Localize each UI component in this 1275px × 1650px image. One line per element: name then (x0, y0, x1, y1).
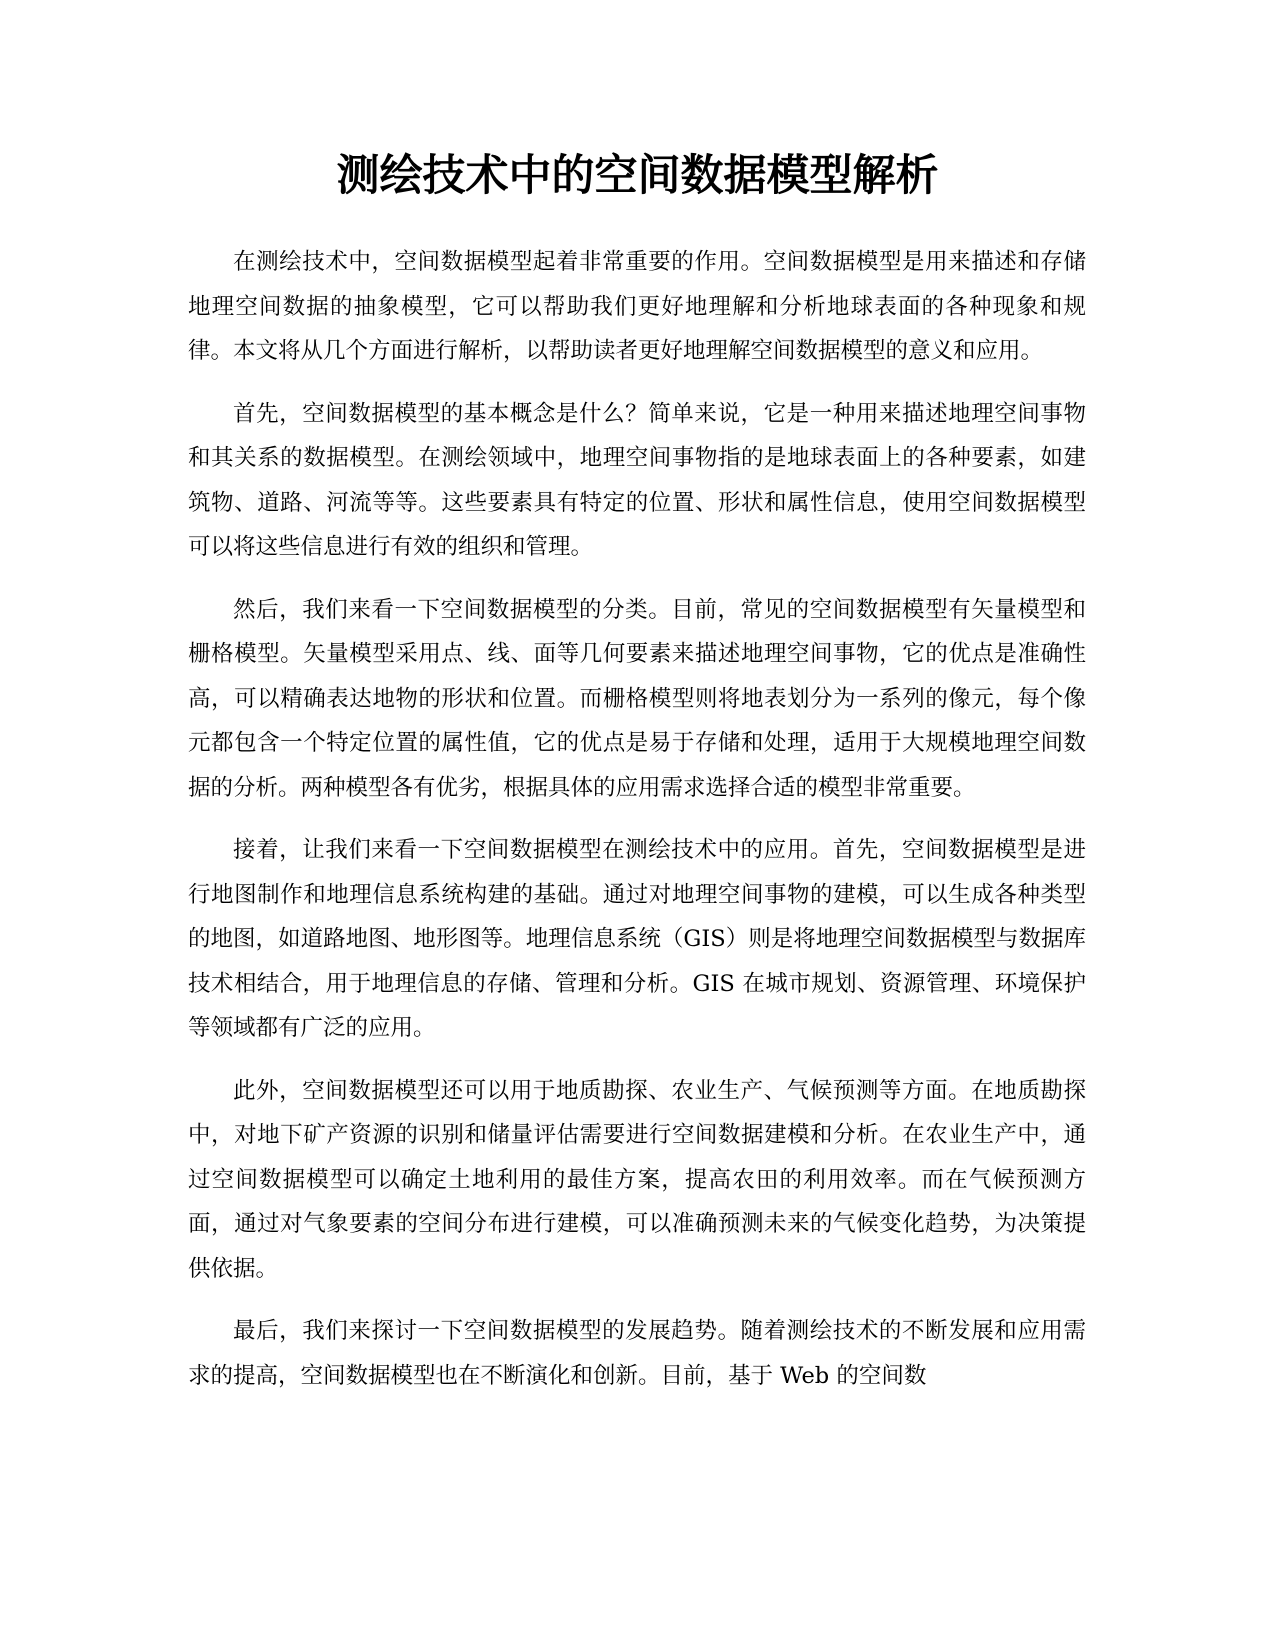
paragraph-application: 接着，让我们来看一下空间数据模型在测绘技术中的应用。首先，空间数据模型是进行地图制作和地理信息系统构建的基础。通过对地理空间事物的建模，可以生成各种类型的地图，如道路地图、地形图等。地理信息系统（GIS）则是将地理空间数据模型与数据库技术相结合，用于地理信息的存储、管理和分析。GIS 在城市规划、资源管理、环境保护等领域都有广泛的应用。 (188, 837, 1086, 1041)
paragraph-classification: 然后，我们来看一下空间数据模型的分类。目前，常见的空间数据模型有矢量模型和栅格模型。矢量模型采用点、线、面等几何要素来描述地理空间事物，它的优点是准确性高，可以精确表达地物的形状和位置。而栅格模型则将地表划分为一系列的像元，每个像元都包含一个特定位置的属性值，它的优点是易于存储和处理，适用于大规模地理空间数据的分析。两种模型各有优劣，根据具体的应用需求选择合适的模型非常重要。 (188, 596, 1086, 801)
paragraph-trends: 最后，我们来探讨一下空间数据模型的发展趋势。随着测绘技术的不断发展和应用需求的提高，空间数据模型也在不断演化和创新。目前，基于 Web 的空间数 (188, 1318, 1086, 1389)
document-body (188, 240, 1086, 1416)
paragraph-intro: 在测绘技术中，空间数据模型起着非常重要的作用。空间数据模型是用来描述和存储地理空间数据的抽象模型，它可以帮助我们更好地理解和分析地球表面的各种现象和规律。本文将从几个方面进行解析，以帮助读者更好地理解空间数据模型的意义和应用。 (188, 249, 1086, 364)
paragraph-other-uses: 此外，空间数据模型还可以用于地质勘探、农业生产、气候预测等方面。在地质勘探中，对地下矿产资源的识别和储量评估需要进行空间数据建模和分析。在农业生产中，通过空间数据模型可以确定土地利用的最佳方案，提高农田的利用效率。而在气候预测方面，通过对气象要素的空间分布进行建模，可以准确预测未来的气候变化趋势，为决策提供依据。 (188, 1077, 1086, 1282)
document-title: 测绘技术中的空间数据模型解析 (336, 151, 939, 201)
paragraph-basic-concept: 首先，空间数据模型的基本概念是什么？简单来说，它是一种用来描述地理空间事物和其关系的数据模型。在测绘领域中，地理空间事物指的是地球表面上的各种要素，如建筑物、道路、河流等等。这些要素具有特定的位置、形状和属性信息，使用空间数据模型可以将这些信息进行有效的组织和管理。 (188, 400, 1086, 560)
